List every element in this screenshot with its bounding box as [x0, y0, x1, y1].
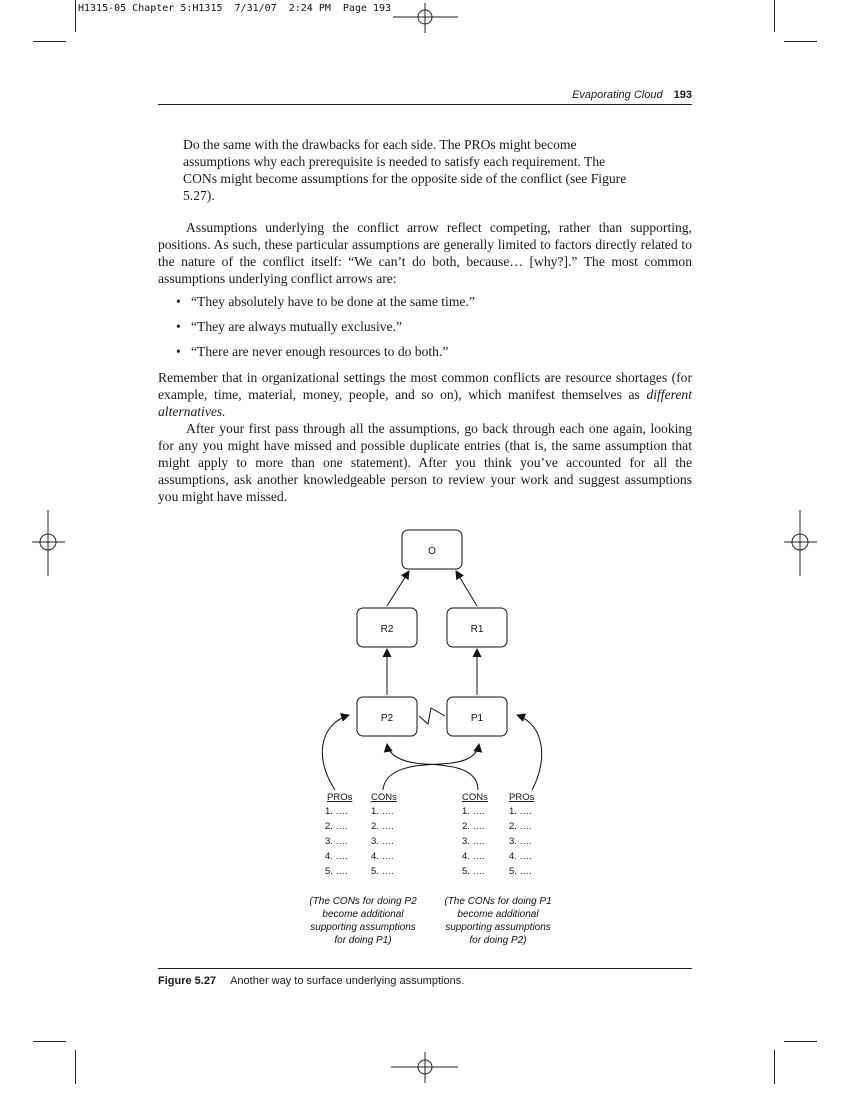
bullet-item: • “There are never enough resources to do both.” — [176, 343, 475, 368]
paragraph-drawbacks: Do the same with the drawbacks for each side. The PROs might become assumptions why each prerequisite is needed to satisfy each requirement. The CONs might become assumptions for the opposite side of the conflict (see Figure 5.27). — [183, 137, 627, 203]
list-item: 1. …. — [462, 806, 485, 817]
list-item: 2. …. — [325, 821, 348, 832]
box-label: R2 — [380, 624, 394, 635]
column-header-cons: CONs — [462, 792, 488, 803]
running-head-title: Evaporating Cloud — [572, 89, 663, 101]
list-item: 2. …. — [462, 821, 485, 832]
note-left-line: become additional — [322, 909, 404, 920]
figure-label: Figure 5.27 — [158, 975, 217, 987]
list-item: 4. …. — [462, 851, 485, 862]
list-item: 1. …. — [371, 806, 394, 817]
list-item: 3. …. — [371, 836, 394, 847]
paragraph-text: Remember that in organizational settings the most common conflicts are resource shortages (for example, time, material, money, people, and so on), which manifest themselves as — [158, 370, 692, 402]
note-left-line: (The CONs for doing P2 — [309, 896, 417, 907]
arrow-pros-right-to-p1 — [517, 715, 542, 790]
conflict-arrow — [419, 708, 445, 724]
paragraph-conflict-assumptions: Assumptions underlying the conflict arrow reflect competing, rather than supporting, positions. As such, these particular assumptions are generally limited to factors directly related to the nature of the conflict itself: “We can’t do both, because… [why?].” The most common assumptions underlying conflict arrows are: — [158, 220, 692, 286]
list-item: 5. …. — [371, 866, 394, 877]
list-item: 5. …. — [325, 866, 348, 877]
box-label: O — [428, 546, 436, 557]
caption-rule — [158, 968, 692, 969]
list-item: 5. …. — [462, 866, 485, 877]
arrow-cons-right-to-p2 — [387, 744, 478, 790]
column-header-pros: PROs — [327, 792, 353, 803]
list-item: 3. …. — [462, 836, 485, 847]
box-label: P1 — [470, 713, 484, 724]
paragraph-second-pass: After your first pass through all the assumptions, go back through each one again, looking for any you might have missed and possible duplicate entries (that is, the same assumption that might apply to more than one statement). After you think you’ve accounted for all the assumptions, ask another knowledgeable person to review your work and suggest assumptions you might have missed. — [158, 421, 692, 504]
figure-caption-text: Another way to surface underlying assumptions. — [230, 975, 465, 987]
column-header-cons: CONs — [371, 792, 397, 803]
bullet-item: • “They are always mutually exclusive.” — [176, 318, 475, 343]
list-item: 3. …. — [509, 836, 532, 847]
page-number: 193 — [673, 89, 692, 101]
figure-caption — [158, 975, 464, 987]
list-item: 4. …. — [325, 851, 348, 862]
list-item: 3. …. — [325, 836, 348, 847]
column-header-pros: PROs — [509, 792, 535, 803]
list-item: 2. …. — [509, 821, 532, 832]
note-right-line: (The CONs for doing P1 — [444, 896, 552, 907]
arrow-cons-left-to-p1 — [383, 744, 479, 790]
arrow-r2-to-o — [387, 571, 409, 606]
note-left-line: supporting assumptions — [310, 922, 416, 933]
arrow-r1-to-o — [456, 571, 477, 606]
bullet-item: • “They absolutely have to be done at the same time.” — [176, 293, 475, 318]
list-item: 4. …. — [509, 851, 532, 862]
note-right-line: supporting assumptions — [445, 922, 551, 933]
arrow-pros-left-to-p2 — [322, 715, 349, 790]
list-item: 4. …. — [371, 851, 394, 862]
list-item: 2. …. — [371, 821, 394, 832]
note-right-line: for doing P2) — [469, 935, 527, 946]
box-label: R1 — [470, 624, 484, 635]
box-label: P2 — [380, 713, 394, 724]
list-item: 1. …. — [509, 806, 532, 817]
list-item: 1. …. — [325, 806, 348, 817]
list-item: 5. …. — [509, 866, 532, 877]
printer-slug-line: H1315-05 Chapter 5:H1315 7/31/07 2:24 PM Page 193 — [78, 3, 392, 14]
note-right-line: become additional — [457, 909, 539, 920]
note-left-line: for doing P1) — [334, 935, 392, 946]
emphasis-text: different alternatives. — [158, 387, 692, 419]
